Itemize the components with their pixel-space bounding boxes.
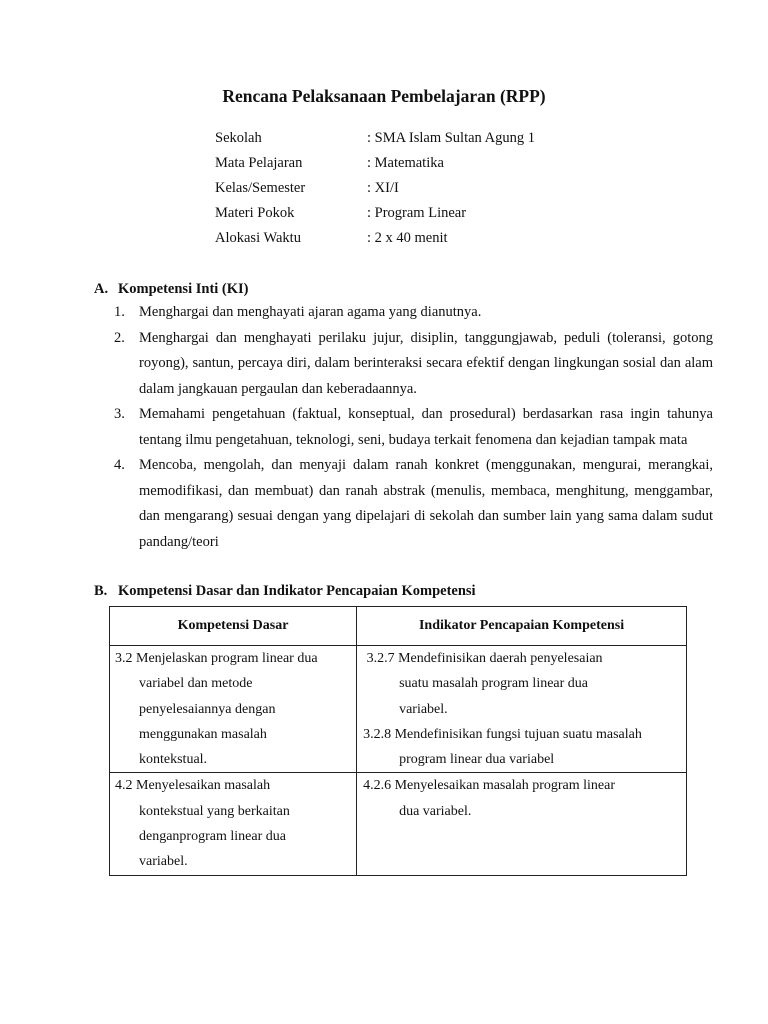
kd-code: 4.2 <box>115 778 136 794</box>
kd-entry <box>115 646 356 671</box>
table-row <box>110 646 687 773</box>
indicator-text-first: Mendefinisikan daerah penyelesaian <box>398 651 603 666</box>
indicator-text-first: Mendefinisikan fungsi tujuan suatu masalah <box>394 726 642 742</box>
info-label: Mata Pelajaran <box>215 155 303 171</box>
list-item <box>114 453 713 555</box>
indicator-code: 3.2.7 <box>363 651 399 666</box>
info-value: : SMA Islam Sultan Agung 1 <box>367 130 535 146</box>
list-number: 3. <box>114 406 125 422</box>
section-b-heading <box>94 581 476 601</box>
kd-text-line: variabel. <box>139 854 188 870</box>
info-row-kelas-semester <box>215 176 535 201</box>
info-value: : Program Linear <box>367 205 467 221</box>
kd-cell <box>110 773 357 875</box>
list-item <box>114 300 713 326</box>
info-value: : Matematika <box>367 155 444 171</box>
indicator-text-line: dua variabel. <box>399 803 472 819</box>
kompetensi-inti-list <box>114 300 713 555</box>
list-text: Mencoba, mengolah, dan menyaji dalam ranah konkret (menggunakan, mengurai, merangkai, memodifikasi, dan membuat) dan ranah abstrak (menulis, membaca, menghitung, menggambar, dan mengarang) sesuai dengan yang dipelajari di sekolah dan sumber lain yang sama dalam sudut pandang/teori <box>139 457 713 550</box>
info-row-alokasi-waktu <box>215 226 535 251</box>
kd-text-line: kontekstual yang berkaitan <box>139 803 290 819</box>
section-a-heading <box>94 279 249 299</box>
section-letter: B. <box>94 583 108 599</box>
section-title: Kompetensi Inti (KI) <box>118 281 249 297</box>
list-text: Memahami pengetahuan (faktual, konseptual, dan prosedural) berdasarkan rasa ingin tahunya tentang ilmu pengetahuan, teknologi, seni, budaya terkait fenomena dan kejadian tampak mata <box>139 406 713 448</box>
list-text: Menghargai dan menghayati perilaku jujur, disiplin, tanggungjawab, peduli (toleransi, gotong royong), santun, percaya diri, dalam berinteraksi secara efektif dengan lingkungan sosial dan alam dalam jangkauan pergaulan dan keberadaannya. <box>139 329 713 397</box>
table-header-row <box>110 607 687 646</box>
indicator-cell <box>357 773 687 875</box>
indicator-text-line: variabel. <box>399 701 448 717</box>
section-letter: A. <box>94 281 109 297</box>
indicator-code: 4.2.6 <box>363 778 395 794</box>
kd-text-line: penyelesaiannya dengan <box>139 701 276 717</box>
kd-cell <box>110 646 357 773</box>
info-label: Alokasi Waktu <box>215 230 301 246</box>
identity-info <box>215 126 535 251</box>
info-row-mata-pelajaran <box>215 151 535 176</box>
indicator-entry <box>363 722 686 747</box>
list-number: 1. <box>114 304 125 320</box>
list-text: Menghargai dan menghayati ajaran agama yang dianutnya. <box>139 304 482 320</box>
section-title: Kompetensi Dasar dan Indikator Pencapaian Kompetensi <box>118 583 476 599</box>
indicator-code: 3.2.8 <box>363 726 395 742</box>
info-row-sekolah <box>215 126 535 151</box>
list-item <box>114 326 713 403</box>
indicator-entry <box>363 773 686 798</box>
kd-text-line: kontekstual. <box>139 752 208 768</box>
kompetensi-table <box>109 606 687 876</box>
kd-code: 3.2 <box>115 651 136 666</box>
indicator-text-line: suatu masalah program linear dua <box>399 676 589 692</box>
indicator-entry <box>363 646 686 671</box>
kd-text-line: denganprogram linear dua <box>139 829 286 845</box>
info-label: Kelas/Semester <box>215 180 306 196</box>
list-number: 4. <box>114 457 125 473</box>
header-indikator: Indikator Pencapaian Kompetensi <box>357 607 687 646</box>
kd-text-first: Menyelesaikan masalah <box>136 778 271 794</box>
indicator-cell <box>357 646 687 773</box>
kd-entry <box>115 773 356 798</box>
kd-text-line: menggunakan masalah <box>139 726 267 742</box>
info-value: : 2 x 40 menit <box>367 230 448 246</box>
list-number: 2. <box>114 329 125 346</box>
indicator-text-first: Menyelesaikan masalah program linear <box>394 778 615 794</box>
header-kompetensi-dasar: Kompetensi Dasar <box>110 607 357 646</box>
kd-text-first: Menjelaskan program linear dua <box>136 651 318 666</box>
kd-text-line: variabel dan metode <box>139 676 253 692</box>
info-value: : XI/I <box>367 180 399 196</box>
table-row <box>110 773 687 875</box>
info-label: Sekolah <box>215 130 262 146</box>
list-item <box>114 402 713 453</box>
info-row-materi-pokok <box>215 201 535 226</box>
indicator-text-line: program linear dua variabel <box>399 752 555 768</box>
document-title: Rencana Pelaksanaan Pembelajaran (RPP) <box>222 86 546 106</box>
info-label: Materi Pokok <box>215 205 295 221</box>
